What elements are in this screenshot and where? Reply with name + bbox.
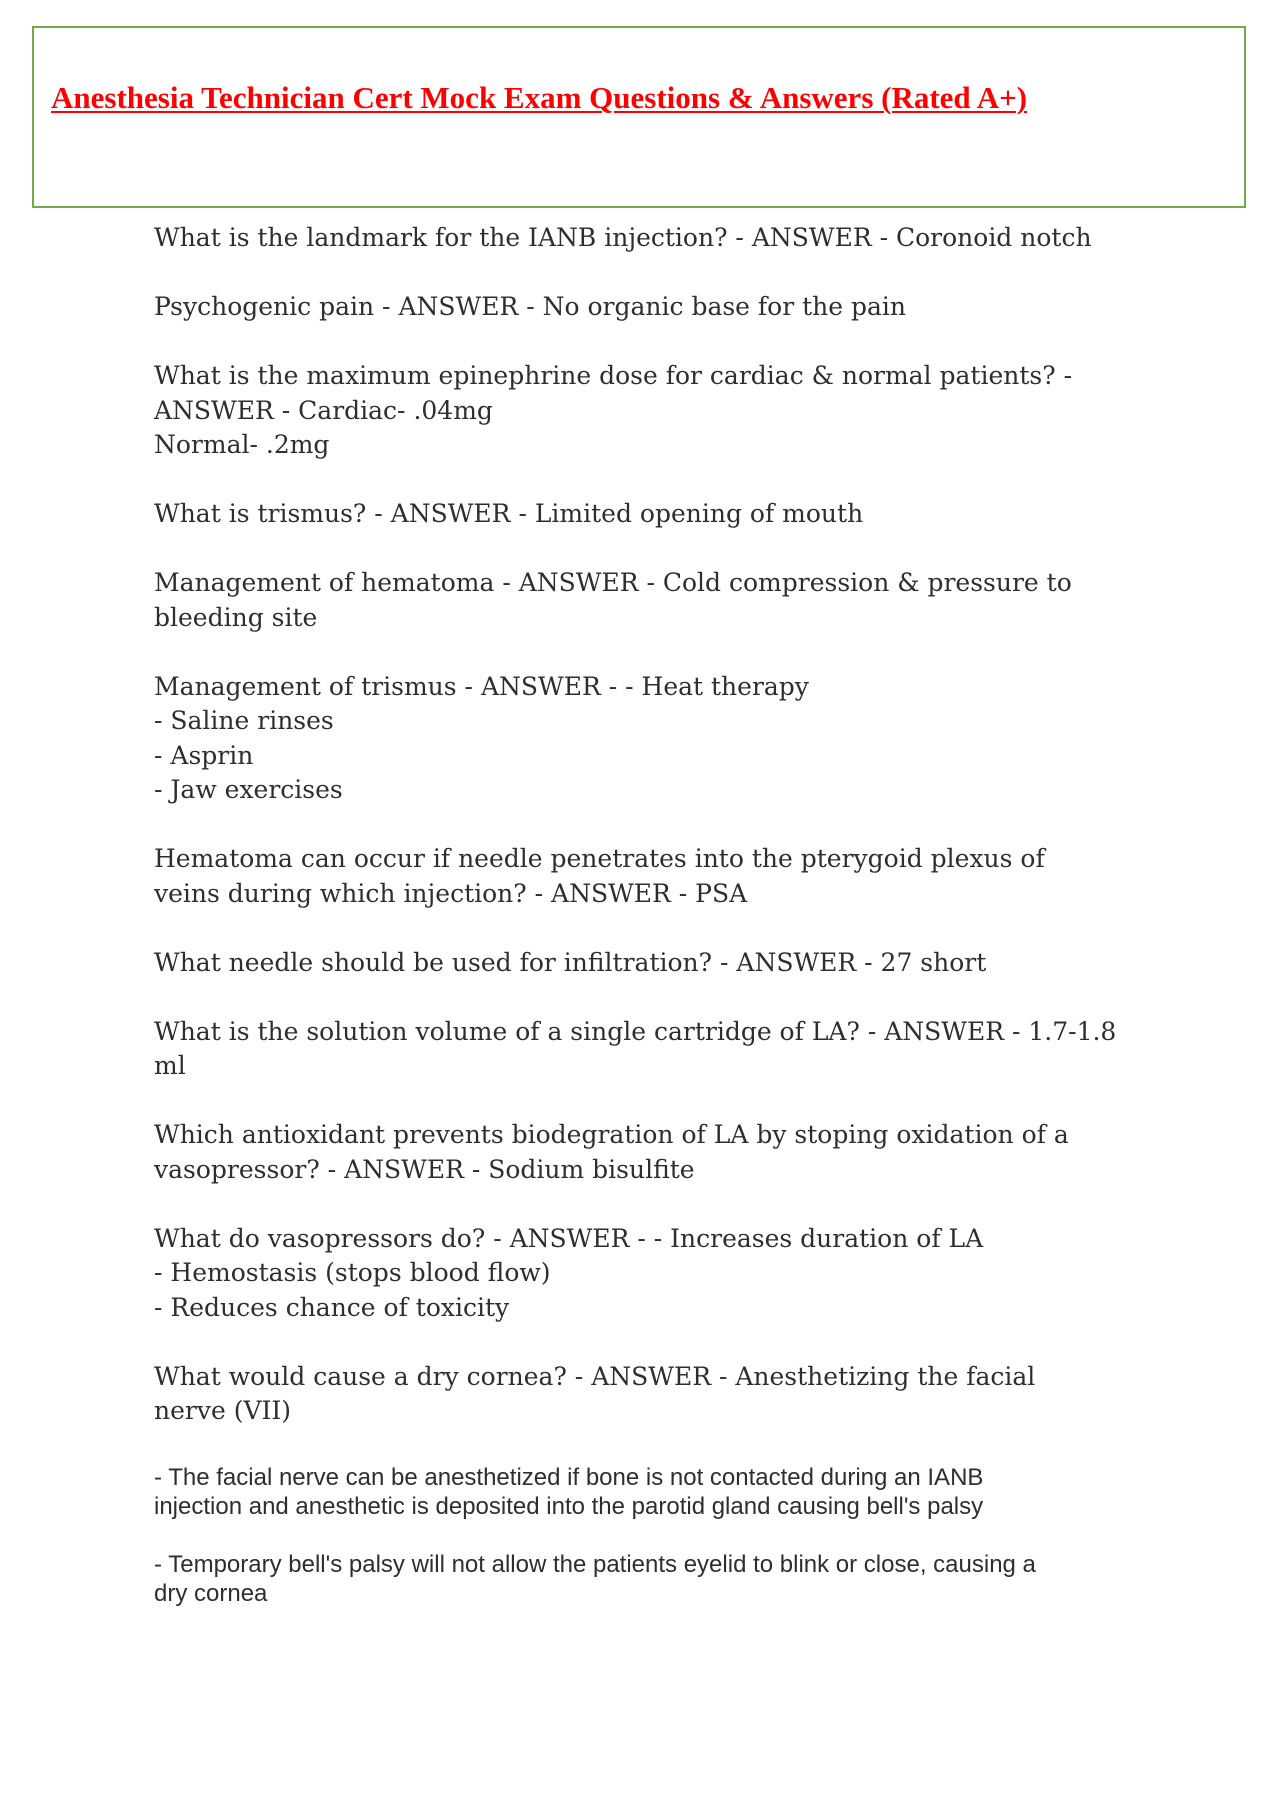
qa-item — [154, 946, 1114, 981]
qa-item-line: ml — [154, 1051, 186, 1080]
qa-item-line: - Hemostasis (stops blood flow) — [154, 1258, 551, 1287]
qa-item-line: ANSWER - Cardiac- .04mg — [154, 395, 493, 425]
note-item-line: - The facial nerve can be anesthetized if bone is not contacted during an IANB — [154, 1464, 984, 1491]
qa-item-line: Which antioxidant prevents biodegration of LA by stoping oxidation of a — [154, 1120, 1069, 1149]
note-item-line: injection and anesthetic is deposited into the parotid gland causing bell's palsy — [154, 1493, 984, 1520]
qa-item-line: What is the solution volume of a single cartridge of LA? - ANSWER - 1.7-1.8 — [154, 1016, 1117, 1046]
qa-item — [154, 1222, 1114, 1326]
qa-list — [154, 221, 1117, 1429]
qa-item-line: bleeding site — [154, 602, 318, 632]
notes-list — [154, 1463, 1114, 1608]
document-title: Anesthesia Technician Cert Mock Exam Questions & Answers (Rated A+) — [51, 80, 1028, 115]
qa-item-line: What is trismus? - ANSWER - Limited opening of mouth — [154, 499, 864, 528]
qa-item — [154, 497, 1114, 532]
note-item-line: dry cornea — [154, 1580, 268, 1607]
qa-item-line: Management of trismus - ANSWER - - Heat therapy — [154, 671, 809, 701]
qa-item — [154, 670, 1114, 808]
qa-item — [154, 1360, 1114, 1429]
qa-item-line: What is the landmark for the IANB injection? - ANSWER - Coronoid notch — [154, 223, 1092, 252]
qa-item-line: What needle should be used for infiltration? - ANSWER - 27 short — [154, 947, 987, 977]
note-item — [154, 1463, 1114, 1521]
qa-item-line: What would cause a dry cornea? - ANSWER - Anesthetizing the facial — [154, 1361, 1036, 1391]
qa-item — [154, 842, 1114, 911]
qa-item-line: Psychogenic pain - ANSWER - No organic base for the pain — [154, 292, 907, 321]
qa-item-line: - Jaw exercises — [154, 775, 343, 804]
note-item-line: - Temporary bell's palsy will not allow the patients eyelid to blink or close, causing a — [154, 1551, 1036, 1578]
qa-item — [154, 1118, 1114, 1187]
qa-item-line: Normal- .2mg — [154, 430, 330, 459]
qa-item — [154, 359, 1114, 463]
qa-item-line: veins during which injection? - ANSWER - PSA — [154, 878, 748, 908]
qa-item — [154, 566, 1114, 635]
qa-content — [154, 221, 1117, 1637]
qa-item-line: Hematoma can occur if needle penetrates into the pterygoid plexus of — [154, 844, 1045, 873]
title-box — [32, 26, 1246, 208]
qa-item-line: nerve (VII) — [154, 1396, 292, 1425]
note-item — [154, 1550, 1114, 1608]
qa-item — [154, 1015, 1117, 1084]
qa-item-line: vasopressor? - ANSWER - Sodium bisulfite — [154, 1154, 695, 1184]
qa-item-line: What is the maximum epinephrine dose for cardiac & normal patients? - — [154, 361, 1073, 390]
qa-item — [154, 290, 1114, 325]
qa-item-line: - Saline rinses — [154, 706, 334, 735]
qa-item-line: What do vasopressors do? - ANSWER - - Increases duration of LA — [154, 1223, 984, 1253]
qa-item-line: - Reduces chance of toxicity — [154, 1292, 510, 1322]
qa-item-line: Management of hematoma - ANSWER - Cold compression & pressure to — [154, 568, 1072, 597]
qa-item-line: - Asprin — [154, 740, 254, 770]
qa-item — [154, 221, 1114, 256]
